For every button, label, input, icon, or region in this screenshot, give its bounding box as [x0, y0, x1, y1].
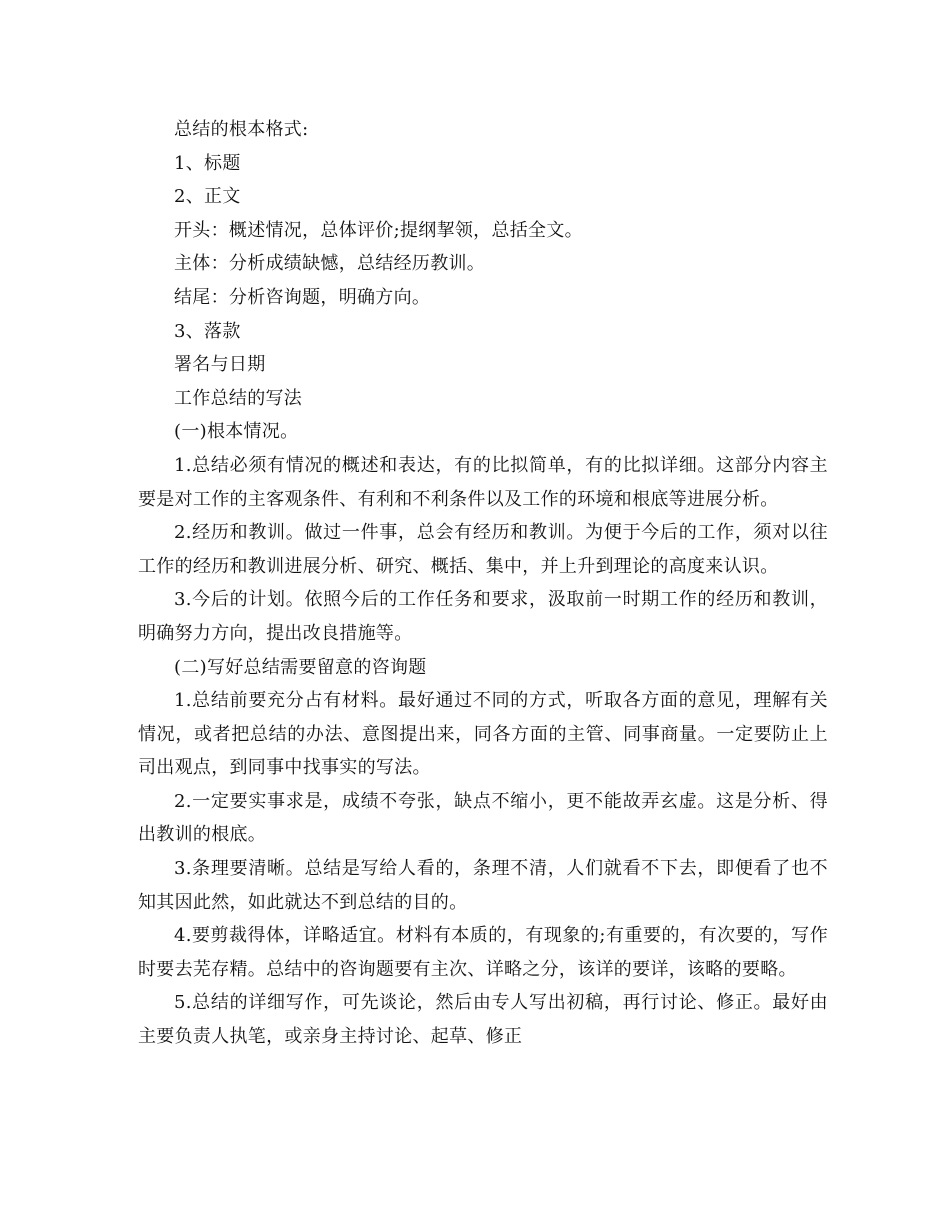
paragraph: 2.一定要实事求是，成绩不夸张，缺点不缩小，更不能故弄玄虚。这是分析、得出教训的根底。	[138, 790, 828, 846]
item-title: 1、标题	[174, 152, 241, 174]
document-heading: 总结的根本格式:	[174, 119, 309, 140]
body-main-line: 主体：分析成绩缺憾，总结经历教训。	[174, 253, 486, 275]
paragraph: 1.总结前要充分占有材料。最好通过不同的方式，听取各方面的意见，理解有关情况，或者把总结的办法、意图提出来，同各方面的主管、同事商量。一定要防止上司出观点，到同事中找事实的写法。	[138, 690, 828, 779]
paragraph: 4.要剪裁得体，详略适宜。材料有本质的，有现象的;有重要的，有次要的，写作时要去芜存精。总结中的咨询题要有主次、详略之分，该详的要详，该略的要略。	[138, 925, 828, 980]
subsection-heading-1: (一)根本情况。	[174, 421, 299, 443]
paragraph: 1.总结必须有情况的概述和表达，有的比拟简单，有的比拟详细。这部分内容主要是对工作的主客观条件、有利和不利条件以及工作的环境和根底等进展分析。	[138, 454, 828, 510]
item-body: 2、正文	[174, 186, 241, 208]
subsection-heading-2: (二)写好总结需要留意的咨询题	[174, 656, 427, 678]
paragraph: 3.今后的计划。依照今后的工作任务和要求，汲取前一时期工作的经历和教训，明确努力方向，提出改良措施等。	[138, 589, 828, 644]
signature-date-line: 署名与日期	[174, 354, 266, 376]
paragraph: 5.总结的详细写作，可先谈论，然后由专人写出初稿，再行讨论、修正。最好由主要负责人执笔，或亲身主持讨论、起草、修正	[138, 992, 828, 1048]
section-heading: 工作总结的写法	[174, 387, 303, 409]
document-body	[138, 113, 828, 1054]
body-ending-line: 结尾：分析咨询题，明确方向。	[174, 286, 431, 308]
paragraph: 2.经历和教训。做过一件事，总会有经历和教训。为便于今后的工作，须对以往工作的经历和教训进展分析、研究、概括、集中，并上升到理论的高度来认识。	[138, 522, 828, 577]
paragraph: 3.条理要清晰。总结是写给人看的，条理不清，人们就看不下去，即便看了也不知其因此然，如此就达不到总结的目的。	[138, 858, 828, 913]
body-opening-line: 开头：概述情况，总体评价;提纲挈领，总括全文。	[174, 219, 583, 241]
item-signature: 3、落款	[174, 320, 241, 342]
